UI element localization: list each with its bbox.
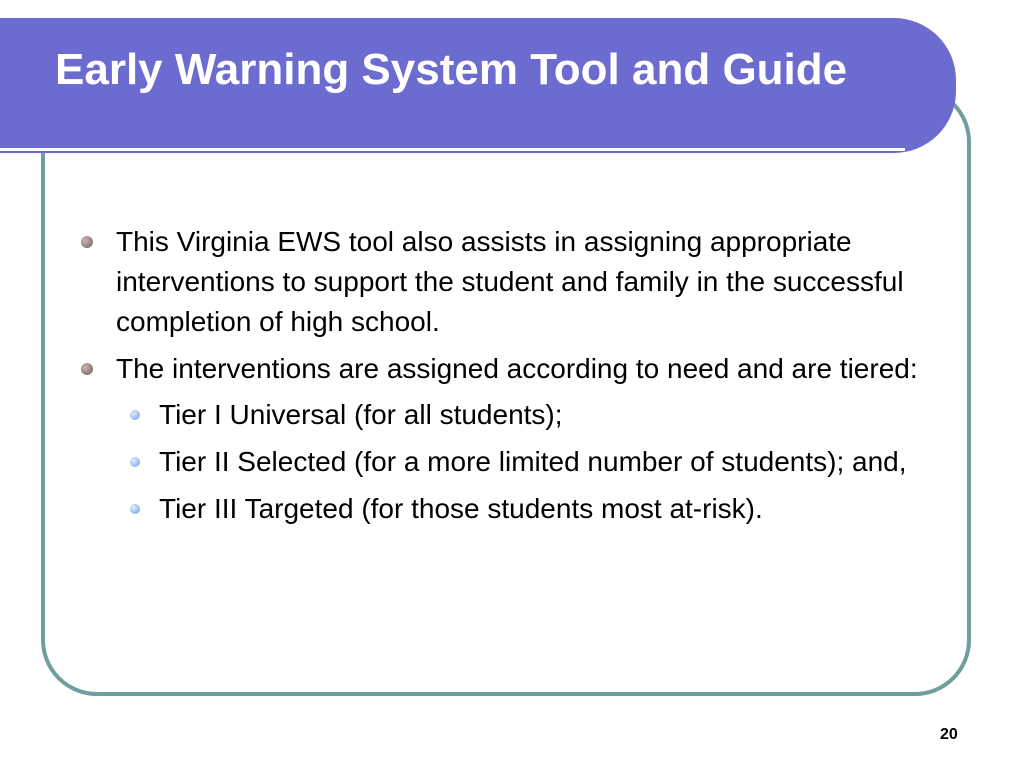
sub-bullet-item xyxy=(80,443,950,481)
sub-bullet-item xyxy=(80,490,950,528)
title-underline xyxy=(0,148,905,151)
round-bullet-icon xyxy=(81,363,93,375)
round-bullet-icon xyxy=(130,457,140,467)
sub-bullet-text: Tier I Universal (for all students); xyxy=(159,399,563,430)
sub-bullet-text: Tier II Selected (for a more limited number of students); and, xyxy=(159,446,907,477)
bullet-text: The interventions are assigned according to need and are tiered: xyxy=(116,353,918,384)
slide-title: Early Warning System Tool and Guide xyxy=(55,45,848,94)
bullet-text: This Virginia EWS tool also assists in assigning appropriate interventions to support the student and family in the successful completion of high school. xyxy=(116,226,904,337)
round-bullet-icon xyxy=(81,236,93,248)
sub-bullet-text: Tier III Targeted (for those students most at-risk). xyxy=(159,493,763,524)
title-band xyxy=(0,18,956,153)
bullet-list xyxy=(80,222,950,537)
round-bullet-icon xyxy=(130,504,140,514)
round-bullet-icon xyxy=(130,410,140,420)
bullet-item xyxy=(80,222,950,342)
bullet-item xyxy=(80,349,950,389)
sub-bullet-item xyxy=(80,396,950,434)
page-number: 20 xyxy=(940,726,958,743)
